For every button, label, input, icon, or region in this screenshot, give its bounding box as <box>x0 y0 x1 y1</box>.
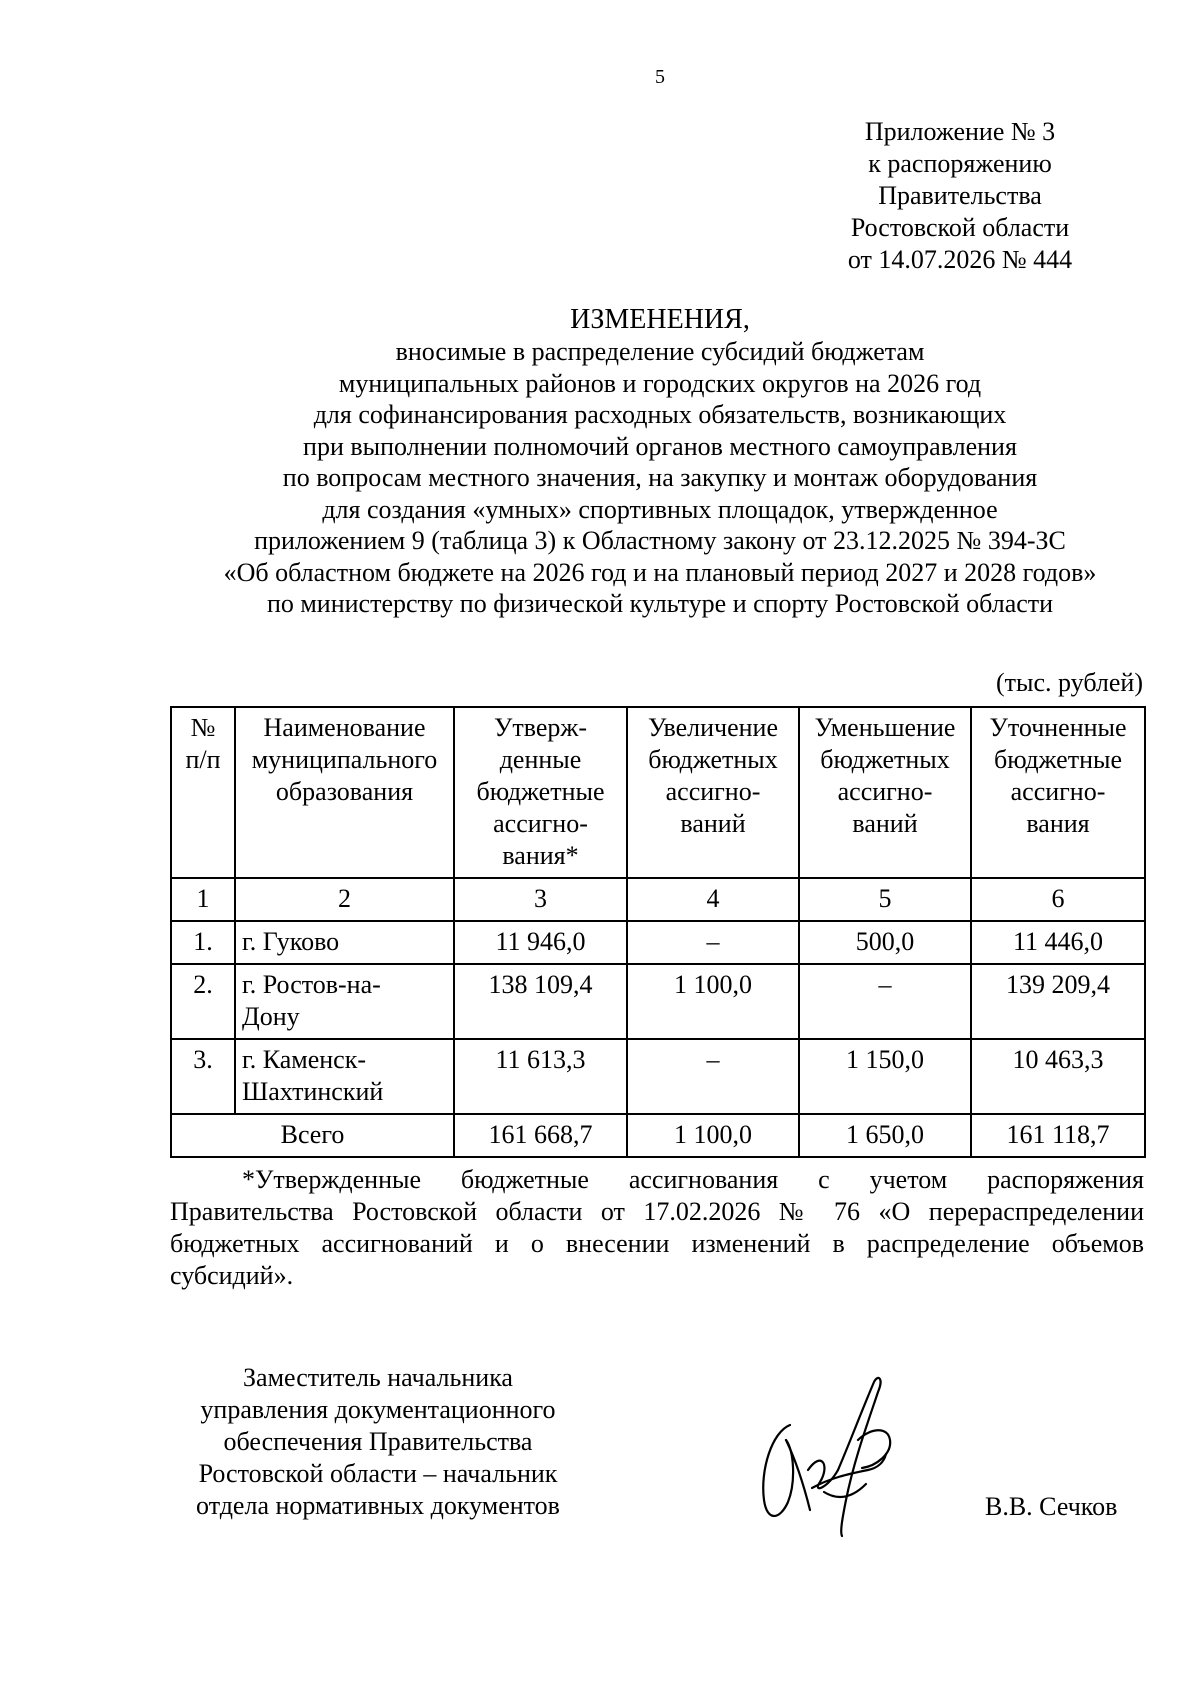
appendix-reference <box>820 116 1100 276</box>
total-label: Всего <box>171 1114 454 1157</box>
increase-value: – <box>627 921 799 964</box>
document-heading <box>100 304 1200 620</box>
heading-line: приложением 9 (таблица 3) к Областному закону от 23.12.2025 № 394-ЗС <box>254 526 1066 555</box>
signer-position <box>178 1362 578 1522</box>
signer-position-line: Заместитель начальника <box>243 1363 513 1392</box>
appendix-line: Ростовской области <box>850 213 1070 242</box>
decrease-value: 1 150,0 <box>799 1039 971 1114</box>
decrease-value: – <box>799 964 971 1039</box>
column-number: 6 <box>971 878 1145 921</box>
row-number: 1. <box>171 921 235 964</box>
appendix-line: Приложение № 3 <box>864 117 1056 146</box>
document-title: ИЗМЕНЕНИЯ, <box>570 304 750 335</box>
heading-line: при выполнении полномочий органов местного самоуправления <box>303 431 1017 461</box>
heading-line: для софинансирования расходных обязательств, возникающих <box>313 400 1007 429</box>
refined-value: 139 209,4 <box>971 964 1145 1039</box>
total-decrease: 1 650,0 <box>799 1114 971 1157</box>
header-cell: Уменьшение бюджетных ассигно- ваний <box>799 707 971 878</box>
units-label: (тыс. рублей) <box>995 668 1143 697</box>
column-number: 4 <box>627 878 799 921</box>
heading-line: вносимые в распределение субсидий бюджетам <box>395 337 925 366</box>
table-row <box>171 1039 1145 1114</box>
signer-position-line: Ростовской области – начальник <box>198 1459 558 1488</box>
refined-value: 11 446,0 <box>971 921 1145 964</box>
refined-value: 10 463,3 <box>971 1039 1145 1114</box>
heading-line: «Об областном бюджете на 2026 год и на плановый период 2027 и 2028 годов» <box>223 557 1097 587</box>
header-cell: Увеличение бюджетных ассигно- ваний <box>627 707 799 878</box>
footnote: *Утвержденные бюджетные ассигнования с учетом распоряжения Правительства Ростовской области от 17.02.2026 № 76 «О перераспределении бюджетных ассигнований и о внесении изменений в распределение объемов субсидий». <box>170 1165 1144 1290</box>
page-number: 5 <box>655 66 665 88</box>
column-number: 3 <box>454 878 627 921</box>
header-cell: № п/п <box>171 707 235 878</box>
heading-line: по министерству по физической культуре и спорту Ростовской области <box>266 589 1054 618</box>
approved-value: 138 109,4 <box>454 964 627 1039</box>
signer-position-line: обеспечения Правительства <box>223 1427 533 1456</box>
heading-line: для создания «умных» спортивных площадок, утвержденное <box>322 494 998 524</box>
appendix-line: от 14.07.2026 № 444 <box>847 245 1073 274</box>
approved-value: 11 946,0 <box>454 921 627 964</box>
header-cell: Утверж- денные бюджетные ассигно- вания* <box>454 707 627 878</box>
table-header-row <box>171 707 1145 878</box>
handwritten-signature <box>750 1370 930 1540</box>
appendix-line: к распоряжению <box>868 149 1052 178</box>
row-number: 3. <box>171 1039 235 1114</box>
appendix-line: Правительства <box>878 181 1042 210</box>
total-approved: 161 668,7 <box>454 1114 627 1157</box>
row-number: 2. <box>171 964 235 1039</box>
total-row <box>171 1114 1145 1157</box>
table-row <box>171 921 1145 964</box>
municipality-name: г. Ростов-на- Дону <box>235 964 454 1039</box>
municipality-name: г. Каменск- Шахтинский <box>235 1039 454 1114</box>
column-number: 5 <box>799 878 971 921</box>
increase-value: 1 100,0 <box>627 964 799 1039</box>
column-number: 2 <box>235 878 454 921</box>
subsidy-table <box>170 706 1146 1158</box>
increase-value: – <box>627 1039 799 1114</box>
total-increase: 1 100,0 <box>627 1114 799 1157</box>
table-row <box>171 964 1145 1039</box>
header-cell: Наименование муниципального образования <box>235 707 454 878</box>
header-cell: Уточненные бюджетные ассигно- вания <box>971 707 1145 878</box>
column-number-row <box>171 878 1145 921</box>
approved-value: 11 613,3 <box>454 1039 627 1114</box>
total-refined: 161 118,7 <box>971 1114 1145 1157</box>
signer-position-line: управления документационного <box>200 1395 556 1424</box>
signer-position-line: отдела нормативных документов <box>196 1491 560 1520</box>
heading-line: муниципальных районов и городских округов на 2026 год <box>338 368 982 398</box>
decrease-value: 500,0 <box>799 921 971 964</box>
column-number: 1 <box>171 878 235 921</box>
signer-name: В.В. Сечков <box>985 1492 1118 1521</box>
heading-line: по вопросам местного значения, на закупку и монтаж оборудования <box>282 463 1038 492</box>
municipality-name: г. Гуково <box>235 921 454 964</box>
